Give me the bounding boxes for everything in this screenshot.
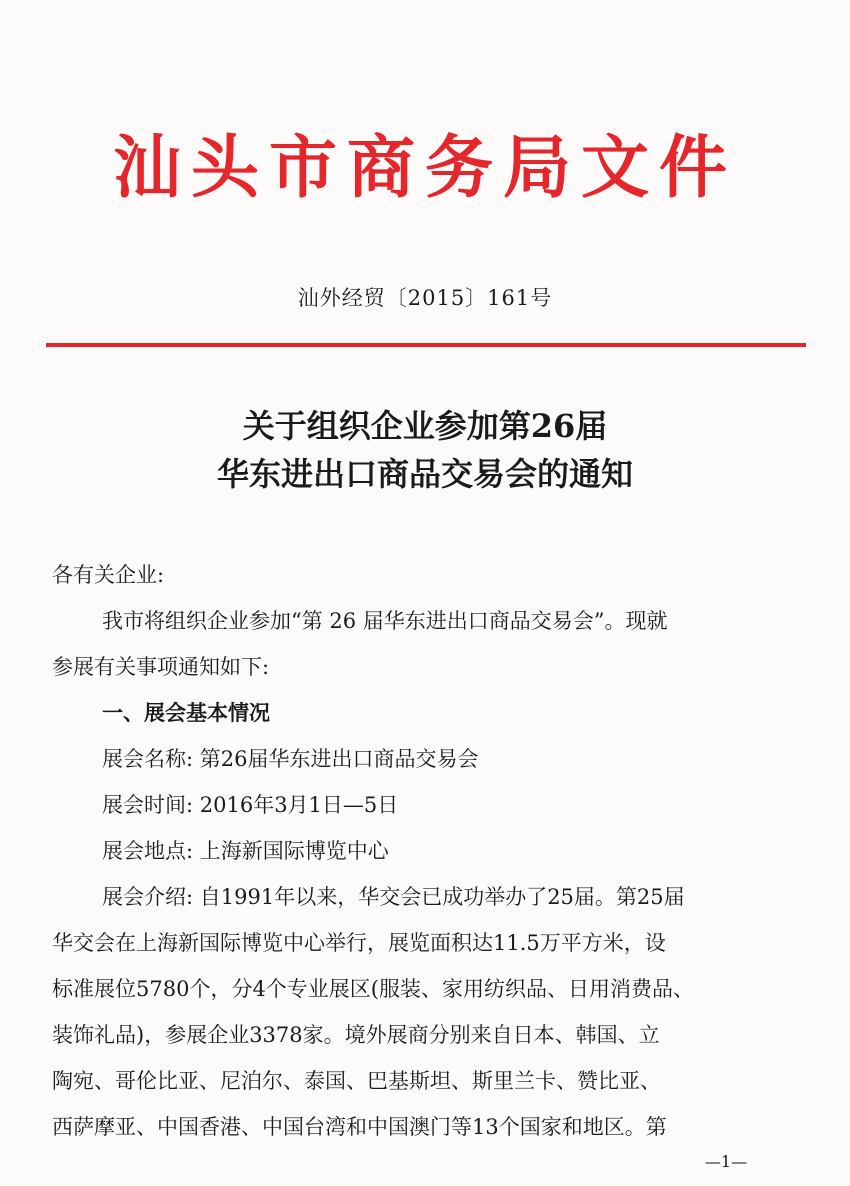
body-line: 展会介绍: 自1991年以来，华交会已成功举办了25届。第25届 <box>102 885 685 909</box>
document-number: 汕外经贸〔2015〕161号 <box>297 286 553 310</box>
body-line: 展会时间: 2016年3月1日—5日 <box>102 793 399 817</box>
body-line: 参展有关事项通知如下: <box>52 655 270 679</box>
red-divider-line <box>46 343 806 347</box>
body-line: 展会名称: 第26届华东进出口商品交易会 <box>102 747 479 771</box>
document-title <box>0 402 850 498</box>
body-line: 西萨摩亚、中国香港、中国台湾和中国澳门等13个国家和地区。第 <box>52 1115 667 1139</box>
document-header: 汕头市商务局文件 <box>112 128 737 208</box>
body-line: 展会地点: 上海新国际博览中心 <box>102 839 389 863</box>
title-line-1: 关于组织企业参加第26届 <box>242 407 608 445</box>
document-body <box>52 552 812 1150</box>
title-line-2: 华东进出口商品交易会的通知 <box>216 455 633 493</box>
body-line: 华交会在上海新国际博览中心举行，展览面积达11.5万平方米，设 <box>52 931 666 955</box>
body-line: 装饰礼品)，参展企业3378家。境外展商分别来自日本、韩国、立 <box>52 1023 660 1047</box>
salutation: 各有关企业: <box>52 563 165 587</box>
body-line: 陶宛、哥伦比亚、尼泊尔、泰国、巴基斯坦、斯里兰卡、赞比亚、 <box>52 1069 661 1093</box>
page-number: —1— <box>704 1152 748 1171</box>
body-line: 我市将组织企业参加“第 26 届华东进出口商品交易会”。现就 <box>102 609 668 633</box>
section-heading: 一、展会基本情况 <box>102 700 270 725</box>
body-line: 标准展位5780个，分4个专业展区(服装、家用纺织品、日用消费品、 <box>52 977 694 1001</box>
